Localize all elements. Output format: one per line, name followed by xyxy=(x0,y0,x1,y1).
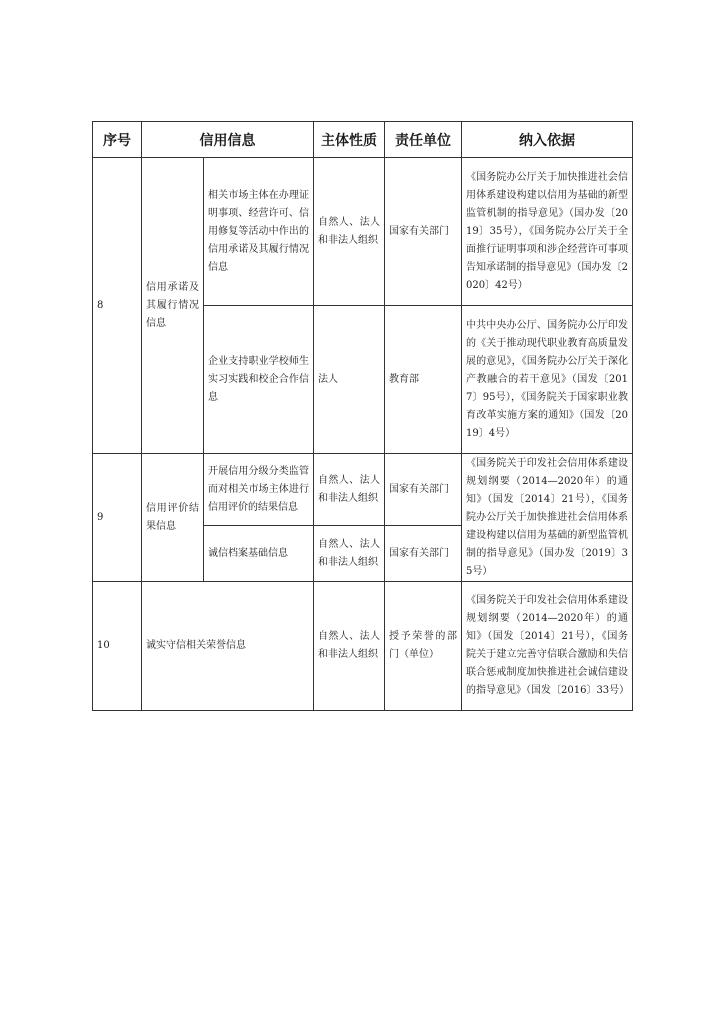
seq-cell: 8 xyxy=(93,158,142,454)
seq-cell: 10 xyxy=(93,582,142,711)
info-cell: 企业支持职业学校师生实习实践和校企合作信息 xyxy=(204,306,314,454)
basis-cell: 《国务院关于印发社会信用体系建设规划纲要（2014—2020年）的通知》（国发〔2014〕21号），《国务院办公厅关于加快推进社会信用体系建设构建以信用为基础的新型监管机制的指导意见》（国办发〔2019〕35号） xyxy=(462,454,633,582)
subject-cell: 法人 xyxy=(314,306,385,454)
info-cell: 相关市场主体在办理证明事项、经营许可、信用修复等活动中作出的信用承诺及其履行情况信息 xyxy=(204,158,314,306)
table-row-9a xyxy=(93,454,633,526)
info-cell: 诚信档案基础信息 xyxy=(204,526,314,582)
category-cell: 信用评价结果信息 xyxy=(142,454,204,582)
header-basis: 纳入依据 xyxy=(462,122,633,158)
info-cell: 诚实守信相关荣誉信息 xyxy=(142,582,314,711)
table-header-row xyxy=(93,122,633,158)
subject-cell: 自然人、法人和非法人组织 xyxy=(314,526,385,582)
basis-cell: 中共中央办公厅、国务院办公厅印发的《关于推动现代职业教育高质量发展的意见》，《国务院办公厅关于深化产教融合的若干意见》（国发〔2017〕95号），《国务院关于国家职业教育改革实施方案的通知》（国发〔2019〕4号） xyxy=(462,306,633,454)
subject-cell: 自然人、法人和非法人组织 xyxy=(314,158,385,306)
basis-cell: 《国务院办公厅关于加快推进社会信用体系建设构建以信用为基础的新型监管机制的指导意见》（国办发〔2019〕35号），《国务院办公厅关于全面推行证明事项和涉企经营许可事项告知承诺制的指导意见》（国办发〔2020〕42号） xyxy=(462,158,633,306)
unit-cell: 教育部 xyxy=(385,306,462,454)
header-credit-info: 信用信息 xyxy=(142,122,314,158)
subject-cell: 自然人、法人和非法人组织 xyxy=(314,454,385,526)
unit-cell: 国家有关部门 xyxy=(385,454,462,526)
header-unit: 责任单位 xyxy=(385,122,462,158)
subject-cell: 自然人、法人和非法人组织 xyxy=(314,582,385,711)
category-cell: 信用承诺及其履行情况信息 xyxy=(142,158,204,454)
header-seq: 序号 xyxy=(93,122,142,158)
table-row-8a xyxy=(93,158,633,306)
info-cell: 开展信用分级分类监管而对相关市场主体进行信用评价的结果信息 xyxy=(204,454,314,526)
basis-cell: 《国务院关于印发社会信用体系建设规划纲要（2014—2020年）的通知》（国发〔2014〕21号），《国务院关于建立完善守信联合激励和失信联合惩戒制度加快推进社会诚信建设的指导意见》（国发〔2016〕33号） xyxy=(462,582,633,711)
unit-cell: 授予荣誉的部门（单位） xyxy=(385,582,462,711)
seq-cell: 9 xyxy=(93,454,142,582)
credit-info-table xyxy=(92,121,633,711)
table-row-10 xyxy=(93,582,633,711)
unit-cell: 国家有关部门 xyxy=(385,526,462,582)
unit-cell: 国家有关部门 xyxy=(385,158,462,306)
header-subject: 主体性质 xyxy=(314,122,385,158)
